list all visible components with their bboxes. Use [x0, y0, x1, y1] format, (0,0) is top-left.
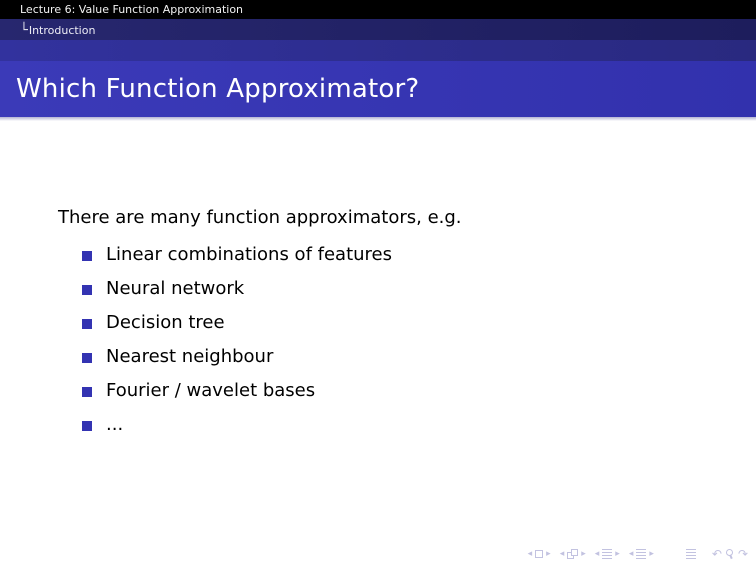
list-item: [58, 413, 708, 437]
slide-icon[interactable]: [535, 550, 543, 558]
prev-subsection-button[interactable]: ◂: [594, 549, 600, 559]
lecture-title: Lecture 6: Value Function Approximation: [20, 3, 244, 16]
presentation-icon[interactable]: [686, 549, 696, 559]
bullet-square-icon: [82, 353, 92, 363]
next-section-button[interactable]: ▸: [649, 549, 654, 559]
prev-section-button[interactable]: ◂: [628, 549, 634, 559]
frame-title-shadow: [0, 117, 756, 121]
prev-slide-button[interactable]: ◂: [527, 549, 533, 559]
section-bar: [0, 19, 756, 40]
list-item-label: ...: [106, 414, 124, 435]
section-title: Introduction: [28, 24, 96, 37]
list-item-label: Nearest neighbour: [106, 346, 274, 367]
list-item-label: Fourier / wavelet bases: [106, 380, 316, 401]
forward-button[interactable]: ↷: [737, 547, 748, 561]
intro-text: There are many function approximators, e.g.: [58, 207, 462, 228]
list-item: [58, 311, 708, 335]
section-nav-group: [629, 549, 654, 559]
bullet-square-icon: [82, 421, 92, 431]
bullet-list: [58, 243, 708, 437]
frame-title: Which Function Approximator?: [16, 74, 420, 104]
list-item: [58, 277, 708, 301]
list-item: [58, 379, 708, 403]
next-slide-button[interactable]: ▸: [546, 549, 551, 559]
back-button[interactable]: ↶: [711, 547, 722, 561]
list-item-label: Linear combinations of features: [106, 244, 392, 265]
next-subsection-button[interactable]: ▸: [615, 549, 620, 559]
bullet-square-icon: [82, 387, 92, 397]
bullet-square-icon: [82, 251, 92, 261]
subsection-icon[interactable]: [602, 549, 612, 559]
frame-icon[interactable]: [567, 549, 578, 559]
section-icon[interactable]: [636, 549, 646, 559]
next-frame-button[interactable]: ▸: [581, 549, 586, 559]
slide-nav-group: [528, 549, 551, 559]
subsection-nav-group: [595, 549, 620, 559]
lecture-title-bar: [0, 0, 756, 19]
bullet-square-icon: [82, 319, 92, 329]
tree-branch-icon: └: [20, 23, 28, 38]
find-button[interactable]: [725, 549, 735, 560]
accent-strip: [0, 40, 756, 61]
frame-title-bar: [0, 61, 756, 117]
slide-content: [58, 206, 708, 447]
presentation-nav-group: [686, 549, 696, 559]
prev-frame-button[interactable]: ◂: [559, 549, 565, 559]
frame-nav-group: [560, 549, 586, 559]
list-item: [58, 345, 708, 369]
bullet-square-icon: [82, 285, 92, 295]
navigation-bar: [519, 548, 748, 560]
history-nav-group: [712, 548, 748, 560]
list-item-label: Neural network: [106, 278, 245, 299]
list-item-label: Decision tree: [106, 312, 225, 333]
list-item: [58, 243, 708, 267]
